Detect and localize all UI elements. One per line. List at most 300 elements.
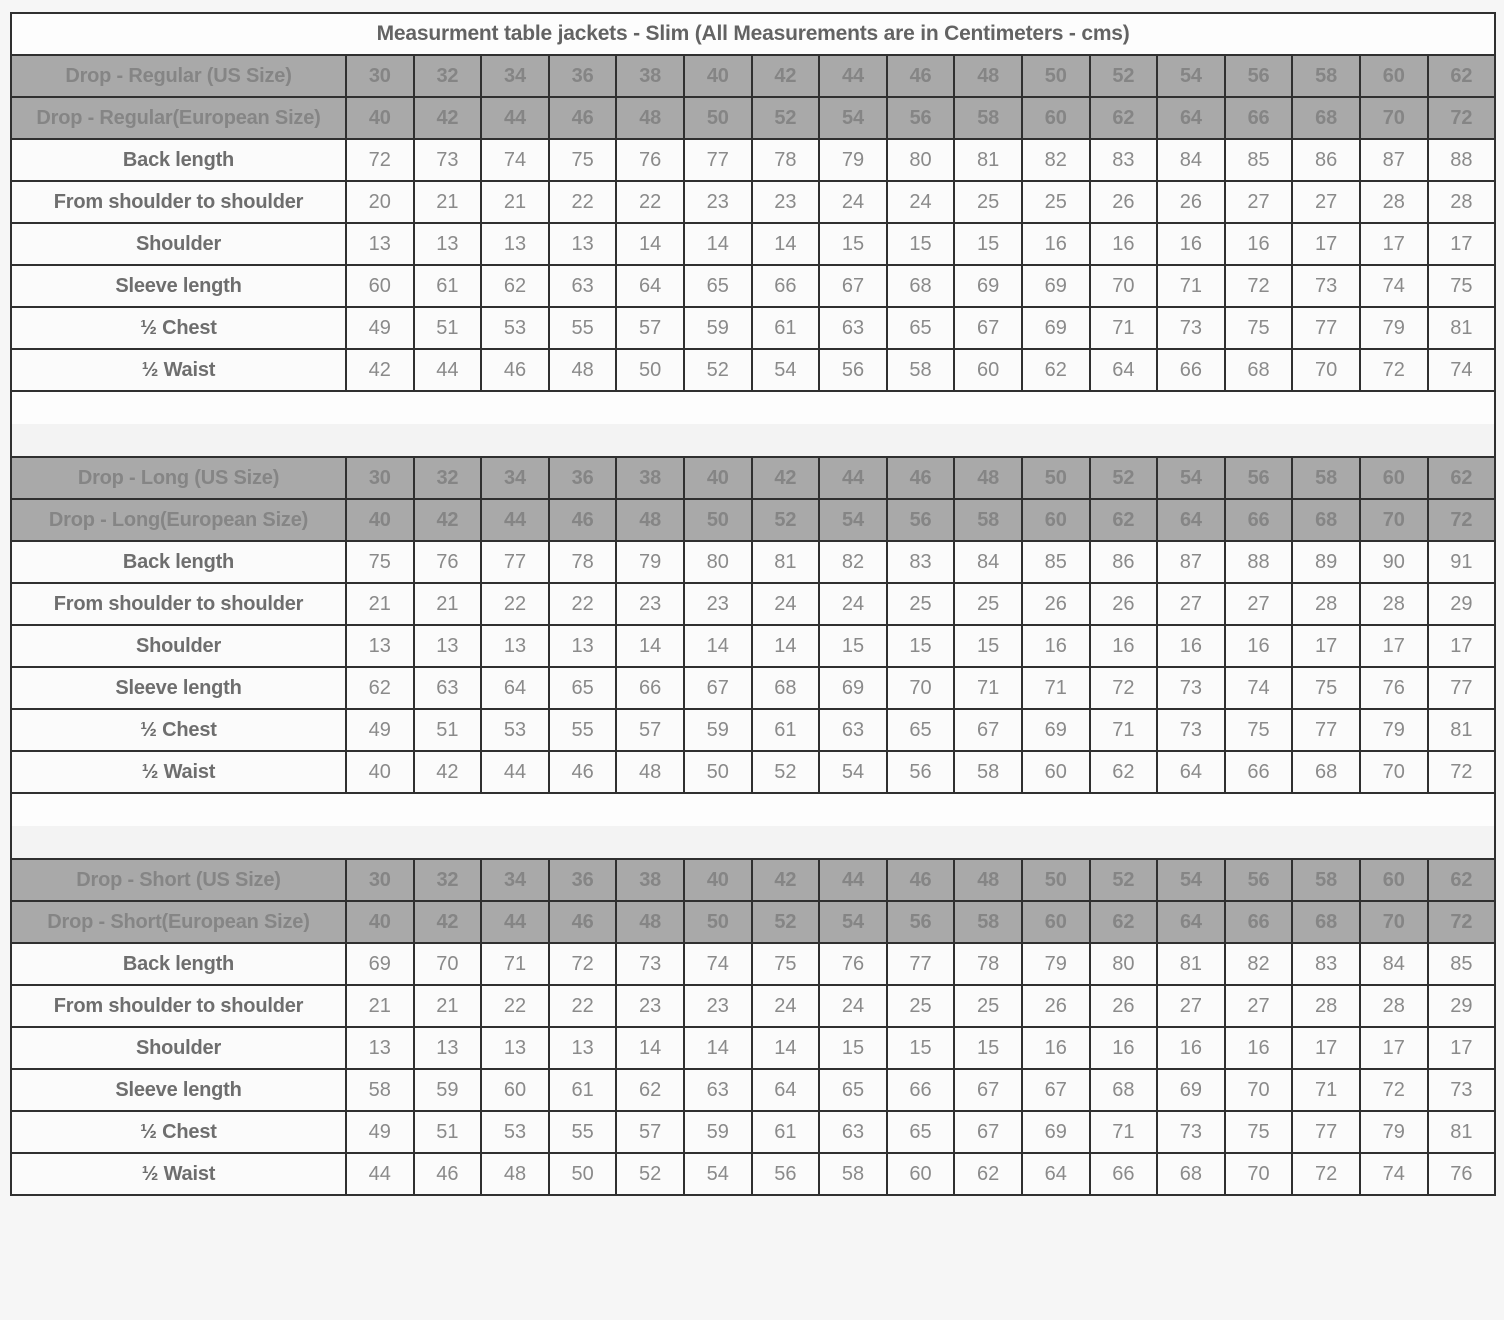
measurement-row-label: ½ Chest <box>11 1111 346 1153</box>
measurement-value-cell: 60 <box>954 349 1022 391</box>
size-header-cell: 62 <box>1090 499 1158 541</box>
measurement-value-cell: 53 <box>481 1111 549 1153</box>
measurement-value-cell: 79 <box>616 541 684 583</box>
measurement-value-cell: 68 <box>1157 1153 1225 1195</box>
measurement-row <box>11 583 1495 625</box>
size-header-cell: 30 <box>346 457 414 499</box>
measurement-row <box>11 223 1495 265</box>
measurement-value-cell: 83 <box>1292 943 1360 985</box>
measurement-value-cell: 66 <box>616 667 684 709</box>
measurement-value-cell: 15 <box>887 223 955 265</box>
measurement-value-cell: 28 <box>1360 985 1428 1027</box>
measurement-value-cell: 52 <box>616 1153 684 1195</box>
measurement-value-cell: 51 <box>414 307 482 349</box>
measurement-value-cell: 15 <box>887 625 955 667</box>
measurement-value-cell: 79 <box>1022 943 1090 985</box>
size-header-cell: 42 <box>414 901 482 943</box>
size-header-cell: 50 <box>1022 859 1090 901</box>
measurement-value-cell: 17 <box>1292 625 1360 667</box>
measurement-value-cell: 14 <box>616 625 684 667</box>
title-row <box>11 13 1495 55</box>
measurement-row-label: Sleeve length <box>11 667 346 709</box>
measurement-value-cell: 57 <box>616 307 684 349</box>
measurement-value-cell: 64 <box>481 667 549 709</box>
measurement-value-cell: 75 <box>1225 1111 1293 1153</box>
size-header-cell: 64 <box>1157 499 1225 541</box>
measurement-value-cell: 59 <box>684 1111 752 1153</box>
size-header-cell: 58 <box>1292 457 1360 499</box>
measurement-value-cell: 16 <box>1225 1027 1293 1069</box>
us-size-header-label: Drop - Long (US Size) <box>11 457 346 499</box>
spacer-cell <box>11 424 1495 457</box>
measurement-value-cell: 91 <box>1428 541 1496 583</box>
measurement-value-cell: 58 <box>346 1069 414 1111</box>
measurement-value-cell: 77 <box>1292 1111 1360 1153</box>
measurement-value-cell: 88 <box>1225 541 1293 583</box>
measurement-value-cell: 46 <box>549 751 617 793</box>
size-header-cell: 52 <box>752 97 820 139</box>
measurement-value-cell: 25 <box>954 985 1022 1027</box>
measurement-value-cell: 62 <box>616 1069 684 1111</box>
size-header-cell: 46 <box>887 55 955 97</box>
measurement-value-cell: 82 <box>819 541 887 583</box>
measurement-value-cell: 81 <box>1428 1111 1496 1153</box>
measurement-row-label: From shoulder to shoulder <box>11 181 346 223</box>
measurement-row <box>11 265 1495 307</box>
measurement-value-cell: 77 <box>1292 307 1360 349</box>
measurement-value-cell: 25 <box>954 583 1022 625</box>
size-header-cell: 56 <box>1225 859 1293 901</box>
measurement-row <box>11 709 1495 751</box>
measurement-value-cell: 86 <box>1090 541 1158 583</box>
size-header-cell: 48 <box>954 457 1022 499</box>
size-header-cell: 46 <box>549 97 617 139</box>
measurement-value-cell: 77 <box>684 139 752 181</box>
measurement-value-cell: 69 <box>346 943 414 985</box>
measurement-value-cell: 81 <box>1428 709 1496 751</box>
measurement-value-cell: 62 <box>954 1153 1022 1195</box>
measurement-value-cell: 73 <box>1157 307 1225 349</box>
measurement-value-cell: 58 <box>819 1153 887 1195</box>
measurement-value-cell: 74 <box>1360 1153 1428 1195</box>
measurement-value-cell: 62 <box>1090 751 1158 793</box>
measurement-value-cell: 74 <box>1225 667 1293 709</box>
size-header-cell: 48 <box>616 901 684 943</box>
measurement-value-cell: 85 <box>1225 139 1293 181</box>
size-header-cell: 56 <box>887 901 955 943</box>
measurement-value-cell: 48 <box>481 1153 549 1195</box>
measurement-value-cell: 75 <box>1225 709 1293 751</box>
measurement-row-label: Back length <box>11 943 346 985</box>
measurement-value-cell: 17 <box>1360 223 1428 265</box>
measurement-value-cell: 15 <box>954 1027 1022 1069</box>
measurement-value-cell: 77 <box>1292 709 1360 751</box>
measurement-value-cell: 70 <box>887 667 955 709</box>
size-header-cell: 66 <box>1225 499 1293 541</box>
size-header-cell: 62 <box>1428 859 1496 901</box>
measurement-value-cell: 20 <box>346 181 414 223</box>
measurement-value-cell: 75 <box>549 139 617 181</box>
size-header-cell: 50 <box>684 97 752 139</box>
measurement-value-cell: 17 <box>1292 1027 1360 1069</box>
measurement-value-cell: 64 <box>616 265 684 307</box>
spacer-cell <box>11 391 1495 424</box>
measurement-row-label: ½ Chest <box>11 709 346 751</box>
measurement-value-cell: 52 <box>684 349 752 391</box>
measurement-value-cell: 13 <box>549 223 617 265</box>
size-header-cell: 32 <box>414 457 482 499</box>
measurement-value-cell: 14 <box>752 223 820 265</box>
measurement-value-cell: 84 <box>1360 943 1428 985</box>
size-header-cell: 58 <box>1292 859 1360 901</box>
measurement-value-cell: 69 <box>1022 307 1090 349</box>
size-header-cell: 58 <box>1292 55 1360 97</box>
eu-size-header-label: Drop - Short(European Size) <box>11 901 346 943</box>
measurement-value-cell: 55 <box>549 709 617 751</box>
measurement-table-body <box>11 13 1495 1195</box>
measurement-value-cell: 69 <box>954 265 1022 307</box>
measurement-value-cell: 26 <box>1090 985 1158 1027</box>
measurement-row <box>11 985 1495 1027</box>
measurement-value-cell: 53 <box>481 307 549 349</box>
size-header-cell: 40 <box>684 859 752 901</box>
measurement-value-cell: 56 <box>887 751 955 793</box>
measurement-value-cell: 82 <box>1022 139 1090 181</box>
size-header-cell: 56 <box>887 97 955 139</box>
measurement-value-cell: 44 <box>414 349 482 391</box>
measurement-value-cell: 72 <box>1090 667 1158 709</box>
measurement-value-cell: 46 <box>481 349 549 391</box>
measurement-value-cell: 79 <box>1360 1111 1428 1153</box>
measurement-value-cell: 78 <box>954 943 1022 985</box>
measurement-value-cell: 80 <box>1090 943 1158 985</box>
size-header-cell: 52 <box>752 901 820 943</box>
measurement-value-cell: 74 <box>684 943 752 985</box>
size-header-cell: 40 <box>346 901 414 943</box>
size-header-cell: 54 <box>1157 859 1225 901</box>
measurement-value-cell: 54 <box>752 349 820 391</box>
size-header-cell: 44 <box>819 55 887 97</box>
measurement-value-cell: 13 <box>549 625 617 667</box>
measurement-value-cell: 76 <box>616 139 684 181</box>
size-header-cell: 68 <box>1292 901 1360 943</box>
measurement-value-cell: 26 <box>1090 181 1158 223</box>
size-header-cell: 54 <box>1157 457 1225 499</box>
measurement-value-cell: 72 <box>1292 1153 1360 1195</box>
measurement-value-cell: 69 <box>1157 1069 1225 1111</box>
measurement-value-cell: 73 <box>1157 709 1225 751</box>
measurement-value-cell: 13 <box>481 625 549 667</box>
measurement-value-cell: 53 <box>481 709 549 751</box>
table-title: Measurment table jackets - Slim (All Measurements are in Centimeters - cms) <box>11 13 1495 55</box>
size-header-cell: 44 <box>819 457 887 499</box>
size-header-cell: 72 <box>1428 97 1496 139</box>
measurement-value-cell: 50 <box>616 349 684 391</box>
measurement-value-cell: 46 <box>414 1153 482 1195</box>
measurement-value-cell: 67 <box>1022 1069 1090 1111</box>
measurement-value-cell: 79 <box>1360 307 1428 349</box>
measurement-value-cell: 22 <box>549 583 617 625</box>
measurement-row <box>11 541 1495 583</box>
size-header-cell: 60 <box>1022 499 1090 541</box>
eu-size-header-label: Drop - Long(European Size) <box>11 499 346 541</box>
measurement-value-cell: 23 <box>752 181 820 223</box>
measurement-value-cell: 70 <box>1292 349 1360 391</box>
size-header-cell: 64 <box>1157 901 1225 943</box>
size-header-cell: 62 <box>1090 901 1158 943</box>
size-header-cell: 40 <box>684 55 752 97</box>
measurement-value-cell: 77 <box>481 541 549 583</box>
size-header-cell: 44 <box>481 499 549 541</box>
size-header-cell: 64 <box>1157 97 1225 139</box>
measurement-value-cell: 24 <box>752 985 820 1027</box>
size-header-cell: 44 <box>481 901 549 943</box>
measurement-value-cell: 21 <box>414 985 482 1027</box>
measurement-value-cell: 70 <box>1225 1069 1293 1111</box>
measurement-value-cell: 71 <box>1090 1111 1158 1153</box>
size-header-cell: 34 <box>481 859 549 901</box>
measurement-value-cell: 15 <box>819 625 887 667</box>
measurement-value-cell: 49 <box>346 1111 414 1153</box>
measurement-value-cell: 65 <box>549 667 617 709</box>
size-header-cell: 58 <box>954 97 1022 139</box>
measurement-value-cell: 15 <box>887 1027 955 1069</box>
measurement-value-cell: 16 <box>1157 1027 1225 1069</box>
measurement-value-cell: 16 <box>1157 625 1225 667</box>
size-header-cell: 42 <box>414 97 482 139</box>
measurement-value-cell: 73 <box>1292 265 1360 307</box>
measurement-value-cell: 56 <box>819 349 887 391</box>
measurement-value-cell: 16 <box>1090 223 1158 265</box>
measurement-value-cell: 76 <box>819 943 887 985</box>
size-header-cell: 34 <box>481 457 549 499</box>
measurement-value-cell: 75 <box>1225 307 1293 349</box>
measurement-value-cell: 13 <box>481 223 549 265</box>
measurement-value-cell: 71 <box>1090 307 1158 349</box>
size-header-cell: 60 <box>1022 901 1090 943</box>
measurement-value-cell: 73 <box>414 139 482 181</box>
measurement-value-cell: 55 <box>549 307 617 349</box>
measurement-value-cell: 64 <box>752 1069 820 1111</box>
size-header-cell: 60 <box>1360 457 1428 499</box>
measurement-value-cell: 22 <box>481 583 549 625</box>
us-size-header-row <box>11 55 1495 97</box>
measurement-value-cell: 48 <box>616 751 684 793</box>
measurement-value-cell: 54 <box>684 1153 752 1195</box>
measurement-value-cell: 68 <box>1225 349 1293 391</box>
measurement-value-cell: 59 <box>684 307 752 349</box>
measurement-value-cell: 23 <box>684 181 752 223</box>
spacer-cell <box>11 793 1495 826</box>
measurement-value-cell: 27 <box>1157 583 1225 625</box>
measurement-value-cell: 24 <box>752 583 820 625</box>
measurement-value-cell: 62 <box>346 667 414 709</box>
size-header-cell: 46 <box>887 859 955 901</box>
measurement-row-label: ½ Chest <box>11 307 346 349</box>
measurement-value-cell: 14 <box>684 223 752 265</box>
size-header-cell: 32 <box>414 859 482 901</box>
measurement-value-cell: 71 <box>1090 709 1158 751</box>
measurement-value-cell: 83 <box>1090 139 1158 181</box>
measurement-value-cell: 69 <box>1022 709 1090 751</box>
measurement-value-cell: 71 <box>1022 667 1090 709</box>
measurement-value-cell: 24 <box>819 583 887 625</box>
size-header-cell: 52 <box>1090 55 1158 97</box>
measurement-value-cell: 71 <box>481 943 549 985</box>
measurement-value-cell: 56 <box>752 1153 820 1195</box>
measurement-value-cell: 78 <box>549 541 617 583</box>
size-header-cell: 40 <box>346 97 414 139</box>
size-header-cell: 38 <box>616 55 684 97</box>
measurement-value-cell: 27 <box>1292 181 1360 223</box>
measurement-value-cell: 14 <box>752 625 820 667</box>
measurement-value-cell: 87 <box>1360 139 1428 181</box>
measurement-row <box>11 751 1495 793</box>
size-header-cell: 42 <box>752 457 820 499</box>
measurement-value-cell: 27 <box>1225 985 1293 1027</box>
size-header-cell: 54 <box>819 97 887 139</box>
measurement-value-cell: 76 <box>1360 667 1428 709</box>
size-header-cell: 44 <box>481 97 549 139</box>
measurement-value-cell: 65 <box>887 1111 955 1153</box>
measurement-row <box>11 1069 1495 1111</box>
measurement-row-label: ½ Waist <box>11 349 346 391</box>
measurement-value-cell: 44 <box>346 1153 414 1195</box>
measurement-value-cell: 66 <box>1157 349 1225 391</box>
size-header-cell: 50 <box>684 901 752 943</box>
measurement-row <box>11 667 1495 709</box>
measurement-row <box>11 181 1495 223</box>
size-header-cell: 36 <box>549 457 617 499</box>
measurement-row-label: From shoulder to shoulder <box>11 583 346 625</box>
size-header-cell: 50 <box>684 499 752 541</box>
measurement-value-cell: 78 <box>752 139 820 181</box>
measurement-value-cell: 25 <box>954 181 1022 223</box>
size-header-cell: 32 <box>414 55 482 97</box>
measurement-value-cell: 21 <box>346 985 414 1027</box>
measurement-value-cell: 72 <box>1225 265 1293 307</box>
measurement-value-cell: 28 <box>1292 583 1360 625</box>
measurement-value-cell: 16 <box>1090 625 1158 667</box>
measurement-value-cell: 86 <box>1292 139 1360 181</box>
measurement-value-cell: 26 <box>1090 583 1158 625</box>
measurement-value-cell: 15 <box>819 1027 887 1069</box>
measurement-value-cell: 64 <box>1090 349 1158 391</box>
size-header-cell: 52 <box>752 499 820 541</box>
measurement-value-cell: 68 <box>1292 751 1360 793</box>
measurement-value-cell: 58 <box>887 349 955 391</box>
measurement-value-cell: 85 <box>1022 541 1090 583</box>
size-header-cell: 48 <box>616 97 684 139</box>
measurement-value-cell: 21 <box>414 583 482 625</box>
measurement-value-cell: 63 <box>819 307 887 349</box>
measurement-value-cell: 15 <box>954 625 1022 667</box>
measurement-value-cell: 13 <box>549 1027 617 1069</box>
measurement-value-cell: 17 <box>1360 1027 1428 1069</box>
size-header-cell: 42 <box>414 499 482 541</box>
size-header-cell: 58 <box>954 901 1022 943</box>
measurement-value-cell: 26 <box>1022 985 1090 1027</box>
size-header-cell: 58 <box>954 499 1022 541</box>
measurement-value-cell: 60 <box>481 1069 549 1111</box>
measurement-value-cell: 42 <box>414 751 482 793</box>
measurement-value-cell: 24 <box>819 985 887 1027</box>
measurement-value-cell: 13 <box>414 1027 482 1069</box>
measurement-value-cell: 63 <box>819 709 887 751</box>
measurement-value-cell: 65 <box>819 1069 887 1111</box>
measurement-value-cell: 73 <box>1157 667 1225 709</box>
measurement-value-cell: 21 <box>414 181 482 223</box>
size-header-cell: 56 <box>1225 457 1293 499</box>
measurement-value-cell: 29 <box>1428 583 1496 625</box>
measurement-row <box>11 307 1495 349</box>
measurement-value-cell: 75 <box>1292 667 1360 709</box>
measurement-row-label: Back length <box>11 139 346 181</box>
measurement-value-cell: 72 <box>549 943 617 985</box>
measurement-value-cell: 27 <box>1225 181 1293 223</box>
measurement-value-cell: 80 <box>887 139 955 181</box>
size-header-cell: 54 <box>1157 55 1225 97</box>
size-header-cell: 66 <box>1225 901 1293 943</box>
size-header-cell: 54 <box>819 499 887 541</box>
eu-size-header-row <box>11 901 1495 943</box>
measurement-value-cell: 65 <box>887 307 955 349</box>
measurement-value-cell: 13 <box>346 1027 414 1069</box>
measurement-value-cell: 28 <box>1428 181 1496 223</box>
measurement-value-cell: 67 <box>954 1111 1022 1153</box>
measurement-value-cell: 63 <box>414 667 482 709</box>
measurement-value-cell: 14 <box>616 223 684 265</box>
measurement-value-cell: 76 <box>414 541 482 583</box>
measurement-value-cell: 13 <box>346 223 414 265</box>
measurement-value-cell: 80 <box>684 541 752 583</box>
eu-size-header-row <box>11 97 1495 139</box>
measurement-value-cell: 55 <box>549 1111 617 1153</box>
measurement-value-cell: 23 <box>684 985 752 1027</box>
measurement-value-cell: 22 <box>549 985 617 1027</box>
measurement-value-cell: 52 <box>752 751 820 793</box>
measurement-value-cell: 13 <box>414 223 482 265</box>
measurement-value-cell: 24 <box>887 181 955 223</box>
size-header-cell: 30 <box>346 55 414 97</box>
measurement-row-label: From shoulder to shoulder <box>11 985 346 1027</box>
measurement-value-cell: 17 <box>1428 625 1496 667</box>
measurement-value-cell: 67 <box>954 307 1022 349</box>
measurement-value-cell: 15 <box>954 223 1022 265</box>
measurement-value-cell: 67 <box>819 265 887 307</box>
size-header-cell: 70 <box>1360 499 1428 541</box>
measurement-value-cell: 29 <box>1428 985 1496 1027</box>
measurement-value-cell: 66 <box>1090 1153 1158 1195</box>
measurement-value-cell: 44 <box>481 751 549 793</box>
eu-size-header-row <box>11 499 1495 541</box>
measurement-row-label: Sleeve length <box>11 1069 346 1111</box>
measurement-value-cell: 77 <box>1428 667 1496 709</box>
size-header-cell: 48 <box>954 55 1022 97</box>
measurement-value-cell: 81 <box>752 541 820 583</box>
measurement-value-cell: 72 <box>1360 1069 1428 1111</box>
measurement-value-cell: 16 <box>1090 1027 1158 1069</box>
measurement-value-cell: 57 <box>616 709 684 751</box>
us-size-header-label: Drop - Regular (US Size) <box>11 55 346 97</box>
measurement-value-cell: 27 <box>1225 583 1293 625</box>
size-header-cell: 62 <box>1428 457 1496 499</box>
size-header-cell: 40 <box>684 457 752 499</box>
measurement-value-cell: 76 <box>1428 1153 1496 1195</box>
measurement-value-cell: 50 <box>684 751 752 793</box>
size-header-cell: 66 <box>1225 97 1293 139</box>
measurement-value-cell: 66 <box>1225 751 1293 793</box>
